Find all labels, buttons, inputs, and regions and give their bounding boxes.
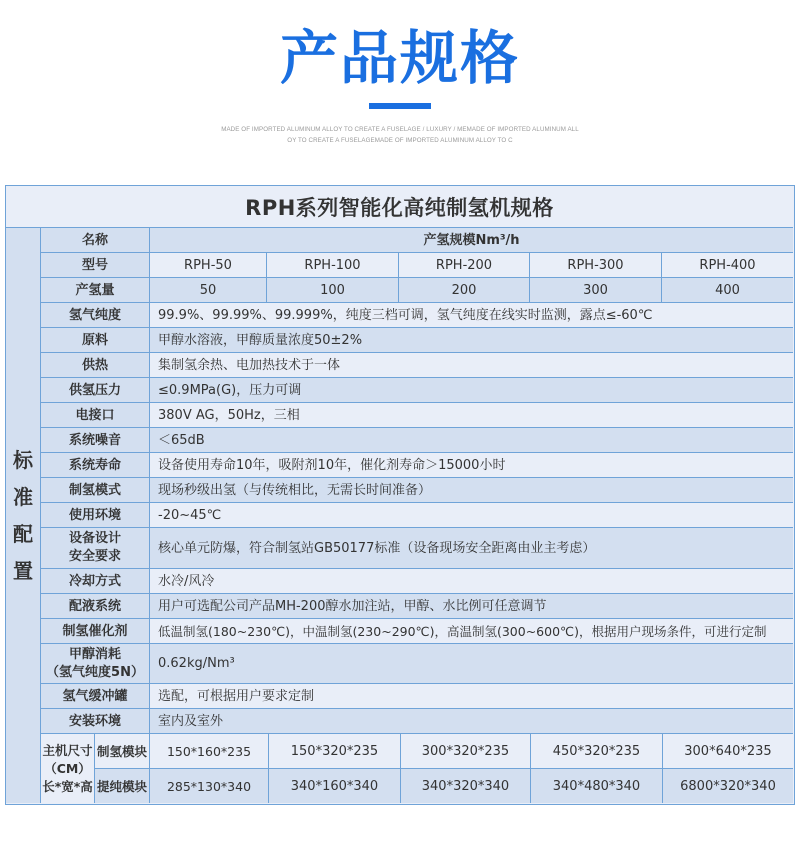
value-catalyst: 低温制氢(180~230℃)，中温制氢(230~290℃)，高温制氢(300~600℃)，根据用户现场条件，可进行定制 [150,619,793,644]
label-line: （CM） [44,760,91,776]
dimension-cell: 300*320*235 [401,734,531,769]
page-subtitle [210,124,590,146]
subtitle-line-1: MADE OF IMPORTED ALUMINUM ALLOY TO CREATE A FUSELAGE / LUXURY / MEMADE OF IMPORTED ALUMINUM ALL [221,126,579,133]
side-char: 配 [13,522,33,546]
value-methanol-consumption: 0.62kg/Nm³ [150,644,793,684]
dimension-cell: 6800*320*340 [663,769,793,803]
label-supply-pressure: 供氢压力 [41,378,150,403]
label-noise: 系统噪音 [41,428,150,453]
label-line: 设备设计 [68,531,121,546]
label-liquid-system: 配液系统 [41,594,150,619]
output-cell: 50 [150,278,267,303]
value-buffer-tank: 选配，可根据用户要求定制 [150,684,793,709]
model-cell: RPH-100 [267,253,399,278]
output-cell: 400 [662,278,793,303]
dimension-cell: 340*480*340 [531,769,663,803]
model-cell: RPH-50 [150,253,267,278]
value-noise: ＜65dB [150,428,793,453]
dimension-cell: 340*320*340 [401,769,531,803]
label-h2-purity: 氢气纯度 [41,303,150,328]
page-title: 产品规格 [279,24,520,92]
label-host-dimensions [41,734,95,803]
label-purification-module: 提纯模块 [95,769,150,803]
value-production-mode: 现场秒级出氢（与传统相比，无需长时间准备） [150,478,793,503]
side-label-standard-config [6,228,41,803]
side-char: 准 [13,485,33,509]
output-cell: 200 [399,278,530,303]
model-cell: RPH-300 [530,253,662,278]
label-line: （氢气纯度5N） [46,664,144,680]
value-heat-supply: 集制氢余热、电加热技术于一体 [150,353,793,378]
value-environment: -20~45℃ [150,503,793,528]
label-catalyst: 制氢催化剂 [41,619,150,644]
value-cooling: 水冷/风冷 [150,569,793,594]
value-electrical: 380V AG，50Hz，三相 [150,403,793,428]
label-installation: 安装环境 [41,709,150,734]
label-production-mode: 制氢模式 [41,478,150,503]
value-installation: 室内及室外 [150,709,793,734]
label-line: 安全要求 [68,549,121,564]
label-methanol-consumption [41,644,150,684]
label-safety-design [41,528,150,569]
label-cooling: 冷却方式 [41,569,150,594]
model-cell: RPH-400 [662,253,793,278]
output-cell: 100 [267,278,399,303]
subtitle-line-2: OY TO CREATE A FUSELAGEMADE OF IMPORTED ALUMINUM ALLOY TO C [287,137,513,144]
dimension-cell: 300*640*235 [663,734,793,769]
spec-table [5,185,795,805]
label-model: 型号 [41,253,150,278]
production-scale-header: 产氢规模Nm³/h [423,232,520,248]
dimension-cell: 150*160*235 [150,734,269,769]
value-supply-pressure: ≤0.9MPa(G)，压力可调 [150,378,793,403]
value-production-scale [150,228,793,253]
dimension-cell: 150*320*235 [269,734,401,769]
model-cell: RPH-200 [399,253,530,278]
value-h2-purity: 99.9%、99.99%、99.999%，纯度三档可调，氢气纯度在线实时监测，露点≤-60℃ [150,303,793,328]
value-raw-material: 甲醇水溶液，甲醇质量浓度50±2% [150,328,793,353]
side-char: 标 [13,448,33,472]
label-lifespan: 系统寿命 [41,453,150,478]
label-name: 名称 [41,228,150,253]
dimension-cell: 450*320*235 [531,734,663,769]
label-output: 产氢量 [41,278,150,303]
label-heat-supply: 供热 [41,353,150,378]
label-line: 长*宽*高 [42,778,93,794]
dimension-cell: 340*160*340 [269,769,401,803]
dimension-cell: 285*130*340 [150,769,269,803]
table-title: RPH系列智能化高纯制氢机规格 [6,186,793,228]
value-liquid-system: 用户可选配公司产品MH-200醇水加注站，甲醇、水比例可任意调节 [150,594,793,619]
side-char: 置 [13,559,33,583]
value-lifespan: 设备使用寿命10年，吸附剂10年，催化剂寿命＞15000小时 [150,453,793,478]
value-safety-design: 核心单元防爆，符合制氢站GB50177标准（设备现场安全距离由业主考虑） [150,528,793,569]
label-buffer-tank: 氢气缓冲罐 [41,684,150,709]
label-hydrogen-module: 制氢模块 [95,734,150,769]
label-line: 甲醇消耗 [68,646,121,662]
label-raw-material: 原料 [41,328,150,353]
output-cell: 300 [530,278,662,303]
title-underline [369,103,431,109]
label-environment: 使用环境 [41,503,150,528]
label-electrical: 电接口 [41,403,150,428]
label-line: 主机尺寸 [42,742,93,758]
